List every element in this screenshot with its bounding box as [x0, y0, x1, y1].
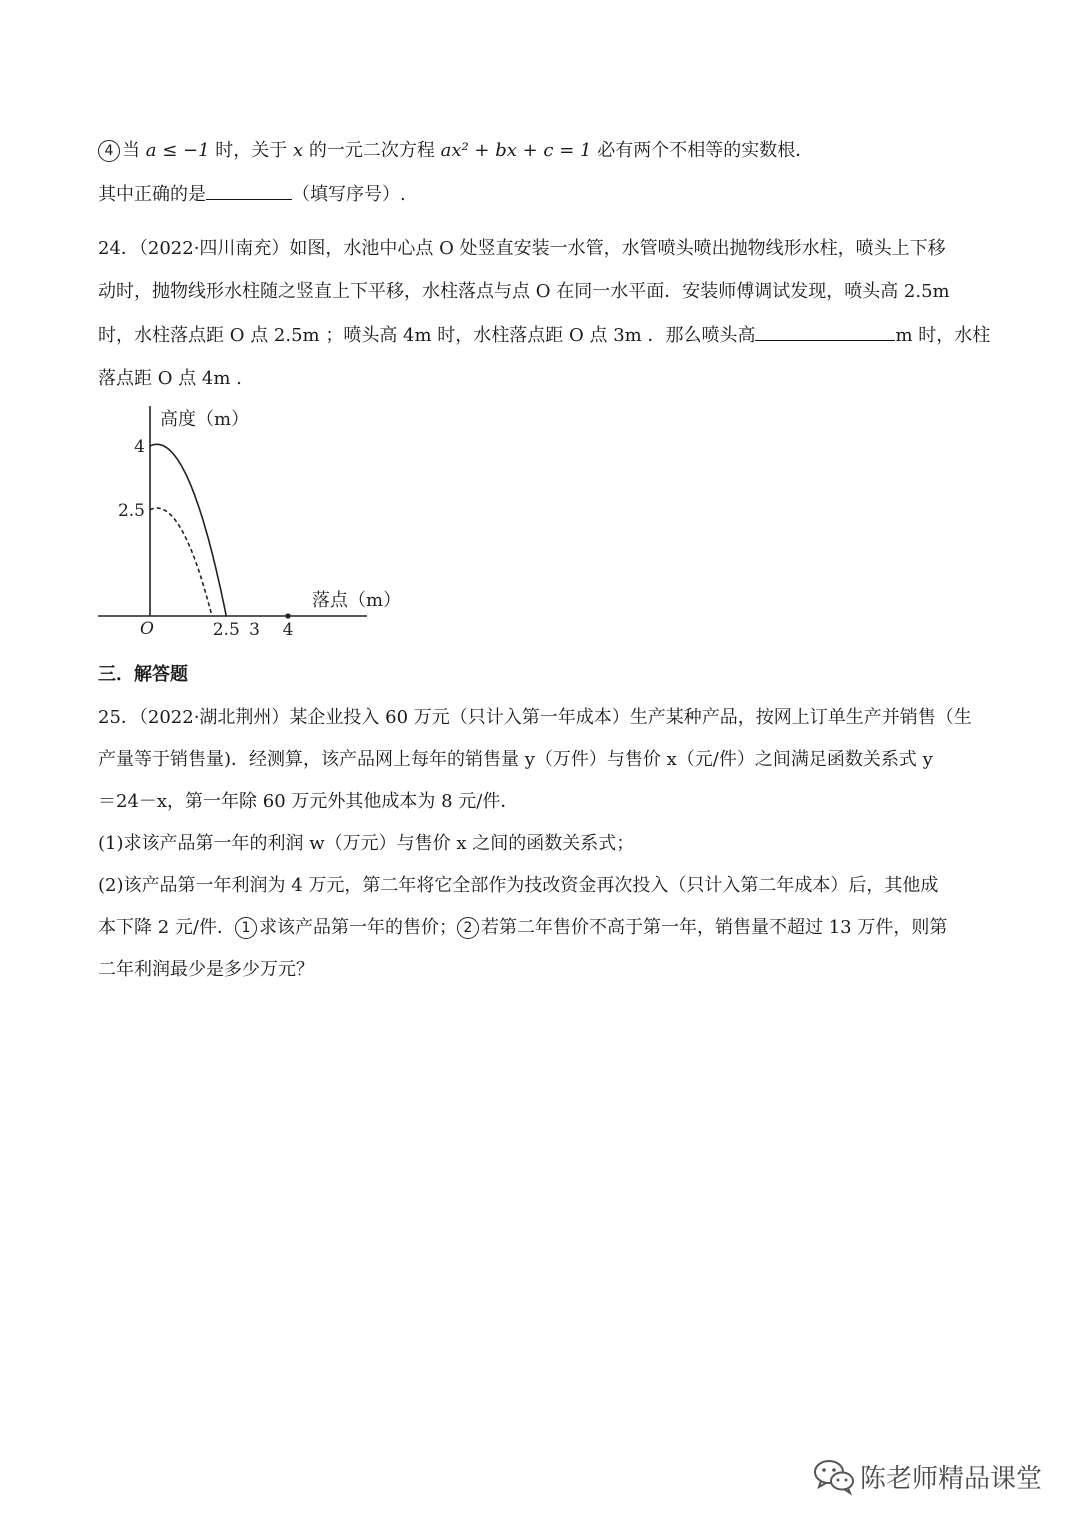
- q25-part-2-line-1: (2)该产品第一年利润为 4 万元，第二年将它全部作为技改资金再次投入（只计入第二年成本）后，其他成: [98, 875, 939, 896]
- math: ax² + bx + c = 1: [440, 140, 592, 161]
- text: 求该产品第一年的售价；: [258, 917, 457, 938]
- watermark: [810, 1450, 1060, 1500]
- parabola-4m: [150, 444, 226, 616]
- q23-item4: [98, 138, 988, 164]
- q25-part-1: (1)求该产品第一年的利润 w（万元）与售价 x 之间的函数关系式；: [98, 833, 635, 854]
- parabola-figure: [95, 400, 405, 645]
- text: 其中正确的是: [98, 184, 206, 205]
- text: 当: [122, 140, 146, 161]
- text: 若第二年售价不高于第一年，销售量不超过 13 万件，则第: [480, 917, 948, 938]
- q25-line-1: 25．（2022·湖北荆州）某企业投入 60 万元（只计入第一年成本）生产某种产品，按网上订单生产并销售（生: [98, 707, 972, 728]
- y-axis-label: 高度（m）: [160, 409, 250, 430]
- parabola-2-5m: [150, 508, 212, 616]
- q25-part-2-line-3: 二年利润最少是多少万元？: [98, 959, 314, 980]
- watermark-text: 陈老师精品课堂: [860, 1464, 1043, 1494]
- q23-answer-line: [98, 181, 988, 208]
- origin-label: O: [140, 619, 154, 639]
- q25-part-2-line-2: [98, 915, 988, 941]
- section-heading: 三．解答题: [98, 664, 188, 685]
- x-tick-label: 2.5: [212, 620, 240, 640]
- x-tick-label: 4: [282, 620, 294, 640]
- text: 时，水柱落点距 O 点 2.5m ；喷头高 4m 时，水柱落点距 O 点 3m ．那么喷头高: [98, 325, 756, 346]
- text: （填写序号）.: [292, 184, 406, 205]
- landing-point-4m: [285, 613, 290, 618]
- circled-number: 4: [98, 140, 120, 162]
- circled-number: 1: [235, 917, 257, 939]
- text: 必有两个不相等的实数根．: [591, 140, 814, 161]
- q25-line-2: 产量等于销售量)．经测算，该产品网上每年的销售量 y（万件）与售价 x（元/件）之间满足函数关系式 y: [98, 749, 933, 770]
- text: 时，关于: [209, 140, 293, 161]
- answer-blank[interactable]: [755, 322, 895, 341]
- math: a ≤ −1: [145, 140, 210, 161]
- y-tick-label: 4: [134, 437, 145, 457]
- text: 的一元二次方程: [303, 140, 441, 161]
- q24-line-1: 24．（2022·四川南充）如图，水池中心点 O 处竖直安装一水管，水管喷头喷出抛物线形水柱，喷头上下移: [98, 238, 946, 259]
- text: 本下降 2 元/件．: [98, 917, 235, 938]
- q25-line-3: ＝24－x，第一年除 60 万元外其他成本为 8 元/件．: [98, 791, 519, 812]
- answer-blank[interactable]: [206, 181, 292, 200]
- text: m 时，水柱: [895, 325, 991, 346]
- y-tick-label: 2.5: [117, 500, 145, 521]
- q24-line-2: 动时，抛物线形水柱随之竖直上下平移，水柱落点与点 O 在同一水平面．安装师傅调试发现，喷头高 2.5m: [98, 281, 950, 302]
- x-tick-label: 3: [249, 620, 260, 640]
- q24-line-4: 落点距 O 点 4m .: [98, 368, 242, 389]
- math: x: [292, 140, 304, 161]
- x-axis-label: 落点（m）: [312, 590, 402, 611]
- circled-number: 2: [457, 917, 479, 939]
- wechat-icon: [812, 1456, 856, 1496]
- q24-line-3: [98, 322, 991, 349]
